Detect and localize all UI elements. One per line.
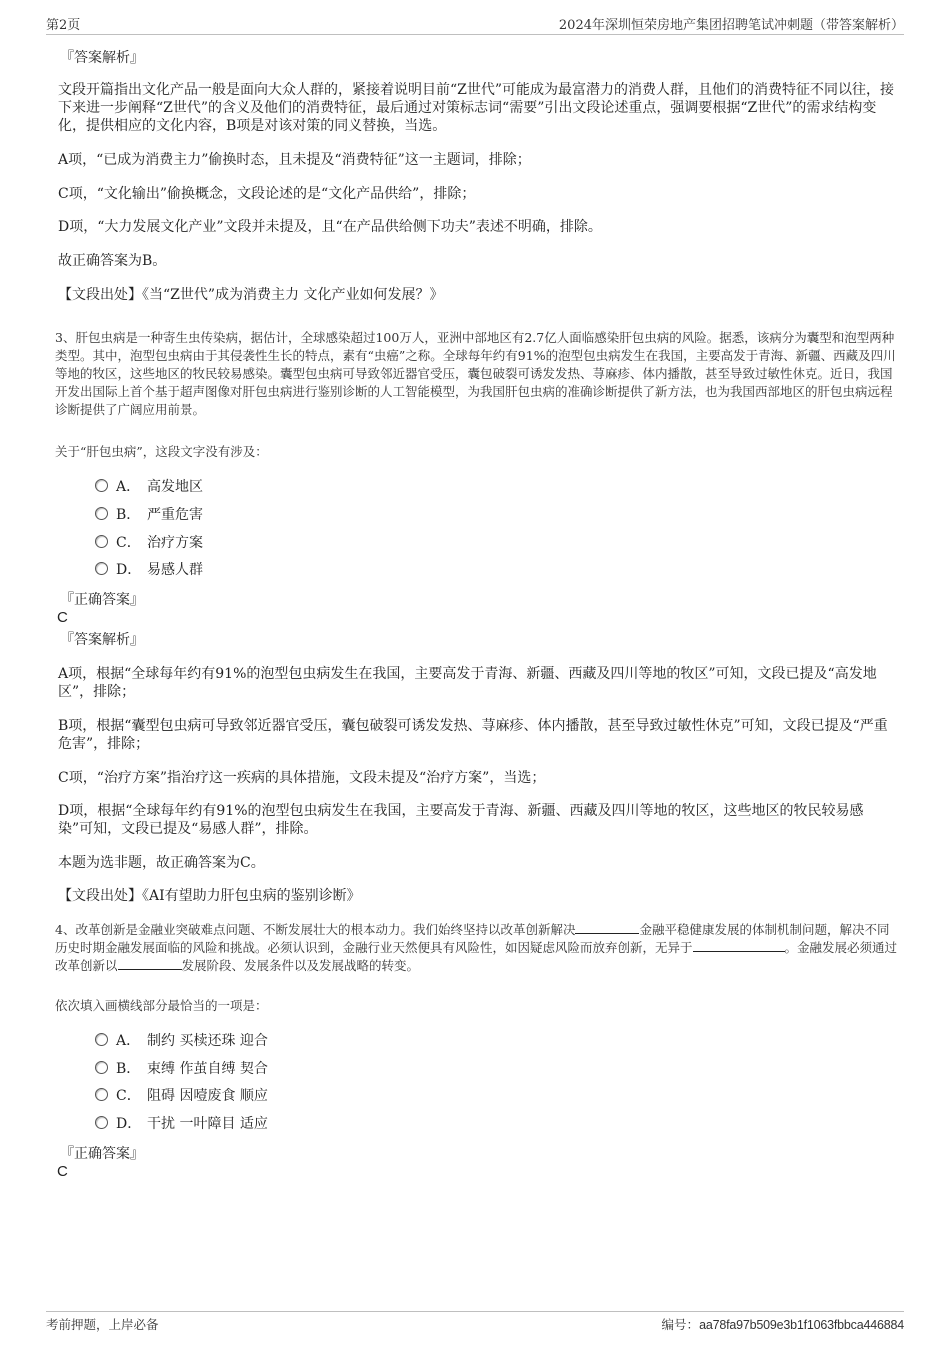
blank-2 xyxy=(693,939,785,952)
page-number: 第2页 xyxy=(46,18,81,33)
q2-option-d-analysis: D项，“大力发展文化产业”文段并未提及，且“在产品供给侧下功夫”表述不明确，排除。 xyxy=(58,219,602,235)
radio-icon[interactable] xyxy=(95,479,108,492)
q3-answer-label: 『正确答案』 xyxy=(60,592,144,608)
q2-analysis-label: 『答案解析』 xyxy=(60,50,144,66)
q4-option-d[interactable]: D． 干扰 一叶障目 适应 xyxy=(95,1115,268,1133)
q2-option-a-analysis: A项，“已成为消费主力”偷换时态，且未提及“消费特征”这一主题词，排除； xyxy=(58,152,531,168)
q3-option-c-analysis: C项，“治疗方案”指治疗这一疾病的具体措施，文段未提及“治疗方案”，当选； xyxy=(58,770,546,786)
q2-source: 【文段出处】《当“Z世代”成为消费主力 文化产业如何发展？》 xyxy=(58,287,444,303)
q2-option-c-analysis: C项，“文化输出”偷换概念，文段论述的是“文化产品供给”，排除； xyxy=(58,186,476,202)
blank-1 xyxy=(575,921,639,934)
q3-source: 【文段出处】《AI有望助力肝包虫病的鉴别诊断》 xyxy=(58,888,361,904)
q3-question: 关于“肝包虫病”，这段文字没有涉及： xyxy=(55,444,268,459)
q4-option-b[interactable]: B． 束缚 作茧自缚 契合 xyxy=(95,1060,268,1078)
radio-icon[interactable] xyxy=(95,1033,108,1046)
document-id: 编号：aa78fa97b509e3b1f1063fbbca446884 xyxy=(661,1317,904,1332)
q3-option-d-analysis: D项，根据“全球每年约有91%的泡型包虫病发生在我国，主要高发于青海、新疆、西藏及四川等地的牧区，这些地区的牧民较易感染”可知，文段已提及“易感人群”，排除。 xyxy=(58,803,864,837)
q3-option-a[interactable]: A． 高发地区 xyxy=(95,478,203,496)
q4-answer: C xyxy=(57,1163,68,1180)
q3-conclusion: 本题为选非题，故正确答案为C。 xyxy=(58,855,265,871)
q4-answer-label: 『正确答案』 xyxy=(60,1146,144,1162)
q2-conclusion: 故正确答案为B。 xyxy=(58,253,167,269)
radio-icon[interactable] xyxy=(95,535,108,548)
radio-icon[interactable] xyxy=(95,562,108,575)
q3-analysis-label: 『答案解析』 xyxy=(60,632,144,648)
q4-option-c[interactable]: C． 阻碍 因噎废食 顺应 xyxy=(95,1087,268,1105)
q4-option-a[interactable]: A． 制约 买椟还珠 迎合 xyxy=(95,1032,268,1050)
footer-slogan: 考前押题，上岸必备 xyxy=(46,1317,159,1332)
document-title: 2024年深圳恒荣房地产集团招聘笔试冲刺题（带答案解析） xyxy=(558,18,904,33)
q3-option-b-analysis: B项，根据“囊型包虫病可导致邻近器官受压，囊包破裂可诱发发热、荨麻疹、体内播散，甚至导致过敏性休克”可知，文段已提及“严重危害”，排除； xyxy=(58,718,888,752)
q3-option-a-analysis: A项，根据“全球每年约有91%的泡型包虫病发生在我国，主要高发于青海、新疆、西藏及四川等地的牧区”可知，文段已提及“高发地区”，排除； xyxy=(58,666,877,700)
q4-question: 依次填入画横线部分最恰当的一项是： xyxy=(55,998,268,1013)
q3-option-c[interactable]: C． 治疗方案 xyxy=(95,534,203,552)
q3-option-d[interactable]: D． 易感人群 xyxy=(95,561,203,579)
blank-3 xyxy=(118,957,182,970)
q3-answer: C xyxy=(57,609,68,626)
q2-analysis-body: 文段开篇指出文化产品一般是面向大众人群的，紧接着说明目前“Z世代”可能成为最富潜力的消费人群，且他们的消费特征不同以往，接下来进一步阐释“Z世代”的含义及他们的消费特征，最后通过对策标志词“需要”引出文段论述重点，强调要根据“Z世代”的需求结构变化，提供相应的文化内容，B项是对该对策的同义替换，当选。 xyxy=(58,82,895,134)
q3-option-b[interactable]: B． 严重危害 xyxy=(95,506,203,524)
radio-icon[interactable] xyxy=(95,1061,108,1074)
q4-stem: 4、改革创新是金融业突破难点问题、不断发展壮大的根本动力。我们始终坚持以改革创新解决 金融平稳健康发展的体制机制问题，解决不同历史时期金融发展面临的风险和挑战。必须认识到，金融行业天然便具有风险性，如因疑虑风险而放弃创新，无异于 。金融发展必须通过改革创新以 发展阶段、发展条件以及发展战略的转变。 xyxy=(55,922,898,973)
radio-icon[interactable] xyxy=(95,507,108,520)
radio-icon[interactable] xyxy=(95,1088,108,1101)
page-footer xyxy=(46,1311,904,1337)
q3-stem: 3、肝包虫病是一种寄生虫传染病，据估计，全球感染超过100万人，亚洲中部地区有2.7亿人面临感染肝包虫病的风险。据悉，该病分为囊型和泡型两种类型。其中，泡型包虫病由于其侵袭性生长的特点，素有“虫癌”之称。全球每年约有91%的泡型包虫病发生在我国，主要高发于青海、新疆、西藏及四川等地的牧区，这些地区的牧民较易感染。囊型包虫病可导致邻近器官受压，囊包破裂可诱发发热、荨麻疹、体内播散，甚至导致过敏性休克。近日，我国开发出国际上首个基于超声图像对肝包虫病进行鉴别诊断的人工智能模型，为我国肝包虫病的准确诊断提供了新方法，也为我国西部地区的肝包虫病远程诊断提供了广阔应用前景。 xyxy=(55,330,896,417)
radio-icon[interactable] xyxy=(95,1116,108,1129)
page-header xyxy=(46,14,904,35)
